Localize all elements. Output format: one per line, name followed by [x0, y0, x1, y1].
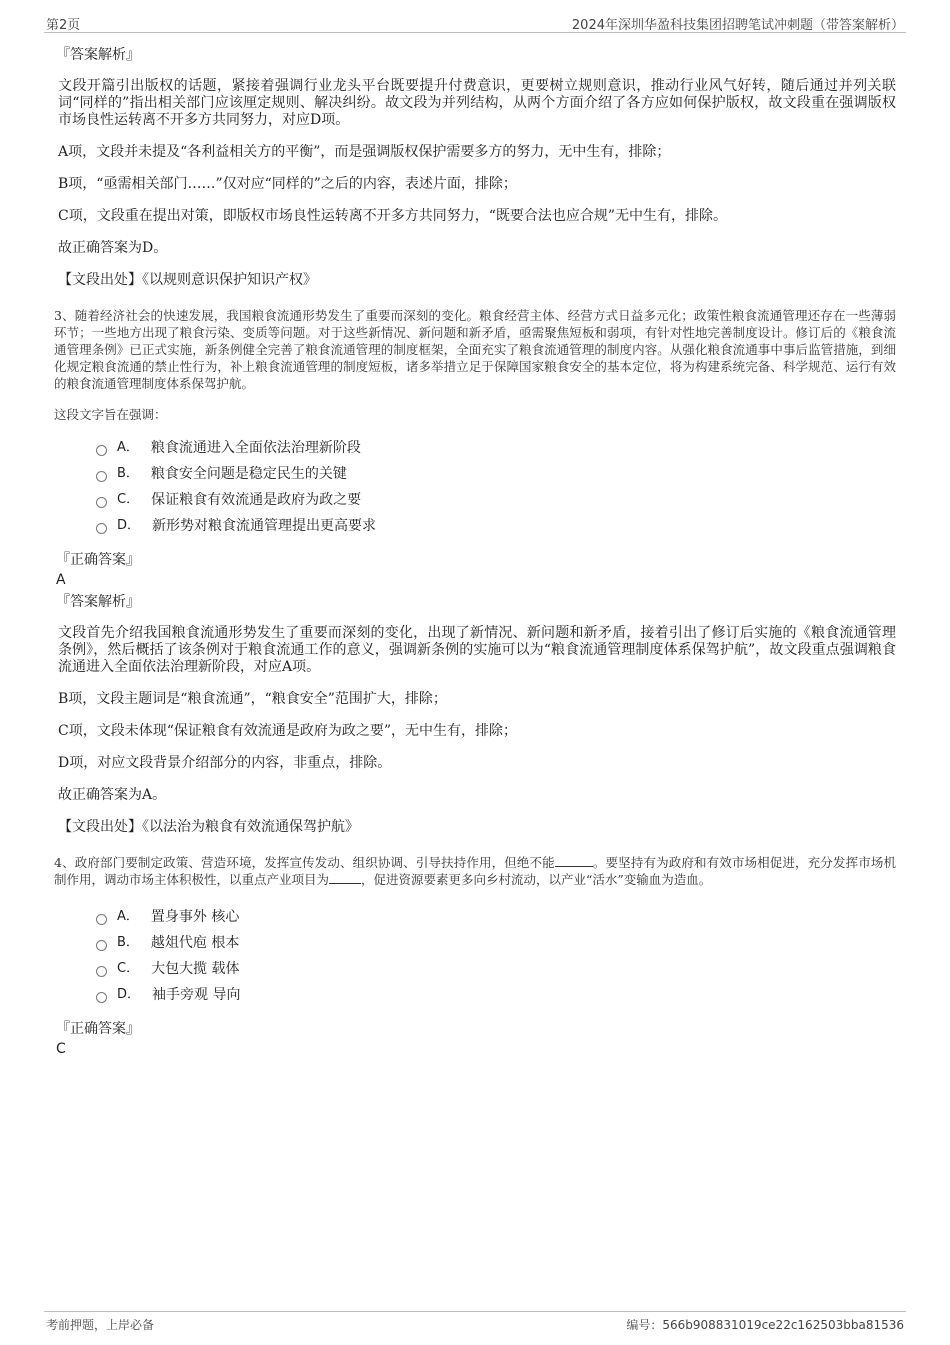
question-3-prompt: 这段文字旨在强调： [54, 407, 167, 422]
option-text: 袖手旁观 导向 [152, 987, 241, 1003]
stem-text: 。要坚持有为政府和有效市场相促进，充分发挥市场机制作用，调动市场主体积极性，以重点产业项目为 [54, 855, 896, 887]
analysis-option-d: D项，对应文段背景介绍部分的内容，非重点，排除。 [58, 755, 392, 771]
analysis-option-a: A项，文段并未提及“各利益相关方的平衡”，而是强调版权保护需要多方的努力，无中生有，排除； [58, 144, 671, 160]
fill-blank-2 [329, 871, 361, 884]
radio-button[interactable] [96, 523, 107, 534]
option-c[interactable] [94, 491, 896, 517]
option-letter: C． [117, 961, 140, 976]
fill-blank-1 [555, 854, 593, 867]
correct-answer-label: 『正确答案』 [56, 1021, 140, 1037]
analysis-option-c: C项，文段未体现“保证粮食有效流通是政府为政之要”，无中生有，排除； [58, 723, 518, 739]
analysis-option-b: B项，文段主题词是“粮食流通”，“粮食安全”范围扩大，排除； [58, 691, 447, 707]
option-letter: A． [117, 440, 139, 455]
radio-button[interactable] [96, 992, 107, 1003]
page-number: 第2页 [46, 18, 81, 33]
footer-slogan: 考前押题，上岸必备 [46, 1318, 155, 1332]
correct-answer: C [56, 1041, 66, 1057]
analysis-paragraph: 文段首先介绍我国粮食流通形势发生了重要而深刻的变化，出现了新情况、新问题和新矛盾，接着引出了修订后实施的《粮食流通管理条例》，然后概括了该条例对于粮食流通工作的意义，强调新条例的实施可以为“粮食流通管理制度体系保驾护航”，故文段重点强调粮食流通进入全面依法治理新阶段，对应A项。 [58, 625, 896, 675]
option-letter: C． [117, 492, 140, 507]
option-letter: B． [117, 935, 139, 950]
page-header [44, 14, 906, 33]
document-body [54, 46, 896, 1062]
radio-button[interactable] [96, 497, 107, 508]
analysis-paragraph: 文段开篇引出版权的话题，紧接着强调行业龙头平台既要提升付费意识，更要树立规则意识，推动行业风气好转，随后通过并列关联词“同样的”指出相关部门应该厘定规则、解决纠纷。故文段为并列结构，从两个方面介绍了各方应如何保护版权，故文段重在强调版权市场良性运转离不开多方共同努力，对应D项。 [58, 78, 896, 128]
option-d[interactable] [94, 986, 896, 1012]
option-letter: D． [117, 518, 141, 533]
option-d[interactable] [94, 517, 896, 543]
option-text: 保证粮食有效流通是政府为政之要 [151, 492, 362, 508]
option-a[interactable] [94, 908, 896, 934]
option-text: 粮食安全问题是稳定民生的关键 [150, 466, 347, 482]
radio-button[interactable] [96, 445, 107, 456]
document-id: 编号：566b908831019ce22c162503bba81536 [626, 1318, 904, 1332]
option-a[interactable] [94, 439, 896, 465]
radio-button[interactable] [96, 471, 107, 482]
analysis-label: 『答案解析』 [56, 594, 140, 610]
page-footer [44, 1311, 906, 1334]
analysis-label: 『答案解析』 [56, 47, 140, 63]
analysis-conclusion: 故正确答案为A。 [58, 787, 167, 803]
option-text: 置身事外 核心 [150, 909, 240, 925]
radio-button[interactable] [96, 914, 107, 925]
analysis-conclusion: 故正确答案为D。 [58, 240, 168, 256]
question-4-options [94, 908, 896, 1012]
stem-text: ，促进资源要素更多向乡村流动，以产业“活水”变输血为造血。 [361, 872, 712, 887]
analysis-source: 【文段出处】《以规则意识保护知识产权》 [58, 272, 317, 288]
question-3-options [94, 439, 896, 543]
question-3-stem: 3、随着经济社会的快速发展，我国粮食流通形势发生了重要而深刻的变化。粮食经营主体、经营方式日益多元化；政策性粮食流通管理还存在一些薄弱环节；一些地方出现了粮食污染、变质等问题。对于这些新情况、新问题和新矛盾，亟需聚焦短板和弱项，有针对性地完善制度设计。修订后的《粮食流通管理条例》已正式实施，新条例健全完善了粮食流通管理的制度框架，全面充实了粮食流通管理的制度内容。从强化粮食流通事中事后监管措施，到细化规定粮食流通的禁止性行为，补上粮食流通管理的制度短板，诸多举措立足于保障国家粮食安全的基本定位，将为构建系统完备、科学规范、运行有效的粮食流通管理制度体系保驾护航。 [54, 308, 896, 391]
analysis-option-c: C项，文段重在提出对策，即版权市场良性运转离不开多方共同努力，“既要合法也应合规”无中生有，排除。 [58, 208, 728, 224]
analysis-option-b: B项，“亟需相关部门……”仅对应“同样的”之后的内容，表述片面，排除； [58, 176, 517, 192]
option-b[interactable] [94, 465, 896, 491]
document-title: 2024年深圳华盈科技集团招聘笔试冲刺题（带答案解析） [571, 18, 904, 33]
radio-button[interactable] [96, 966, 107, 977]
option-letter: D． [117, 987, 141, 1002]
option-b[interactable] [94, 934, 896, 960]
correct-answer: A [56, 572, 66, 588]
analysis-source: 【文段出处】《以法治为粮食有效流通保驾护航》 [58, 819, 359, 835]
option-c[interactable] [94, 960, 896, 986]
option-text: 越俎代庖 根本 [150, 935, 240, 951]
correct-answer-label: 『正确答案』 [56, 552, 140, 568]
option-text: 大包大揽 载体 [151, 961, 240, 977]
option-letter: A． [117, 909, 139, 924]
option-text: 新形势对粮食流通管理提出更高要求 [152, 518, 377, 534]
question-4-stem [54, 854, 896, 888]
stem-text: 4、政府部门要制定政策、营造环境，发挥宣传发动、组织协调、引导扶持作用，但绝不能 [54, 855, 555, 870]
option-text: 粮食流通进入全面依法治理新阶段 [150, 440, 361, 456]
option-letter: B． [117, 466, 139, 481]
radio-button[interactable] [96, 940, 107, 951]
